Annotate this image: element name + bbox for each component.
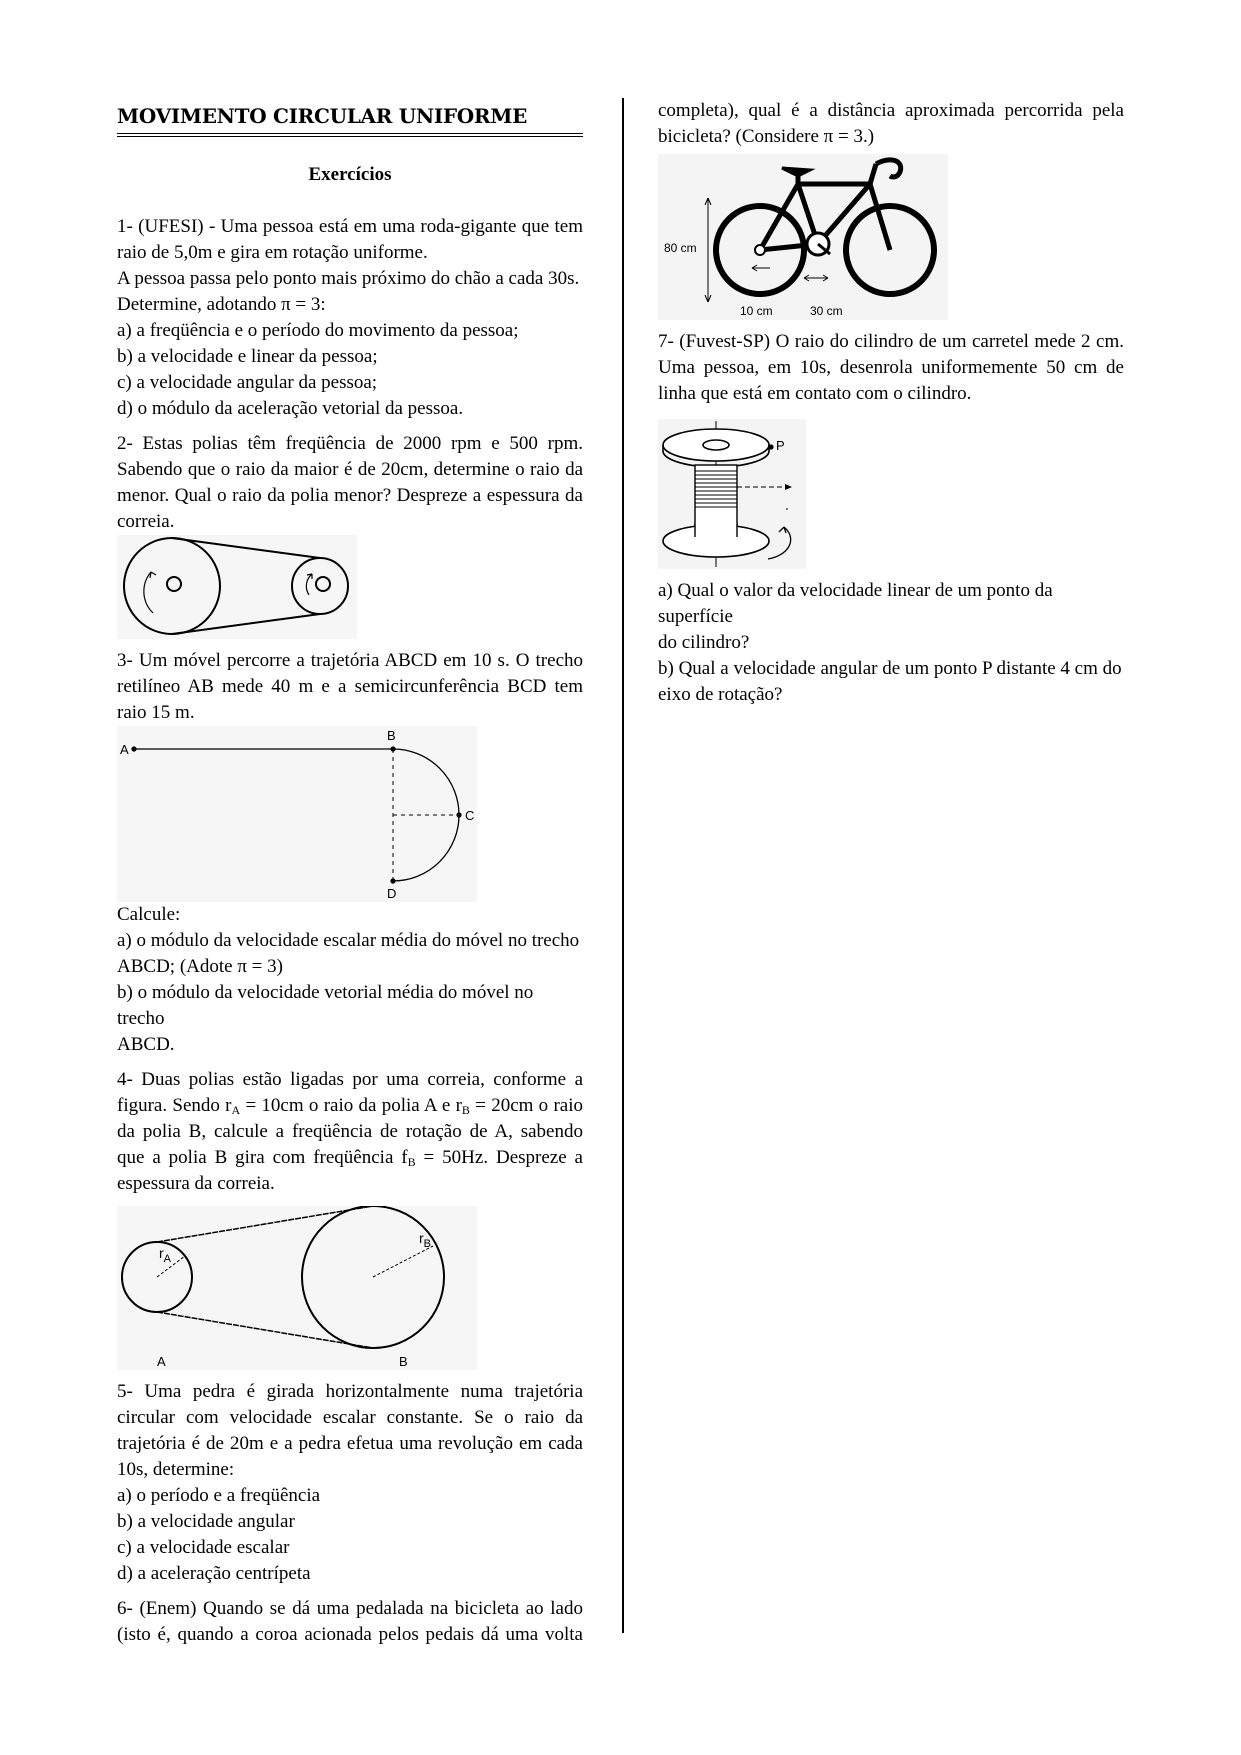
question-4 xyxy=(117,1067,583,1370)
right-column xyxy=(658,98,1124,708)
q1-item-a: a) a freqüência e o período do movimento da pessoa; xyxy=(117,320,519,341)
q1-line-4: Determine, adotando π = 3: xyxy=(117,294,326,315)
q4-text xyxy=(117,1067,583,1197)
q3-calc: Calcule: xyxy=(117,904,181,925)
question-1 xyxy=(117,214,583,422)
q4-text-part-3: = 20cm o raio da polia B, calcule a freqüência de rotação de A, sabendo que a polia B gira com freqüência f xyxy=(117,1095,583,1168)
q1-line-1: 1- (UFESI) - Uma pessoa está em uma roda-gigante que tem xyxy=(117,216,583,237)
q7-item-b-line-1: b) Qual a velocidade angular de um ponto P distante 4 cm do xyxy=(658,658,1122,679)
spool-hole xyxy=(703,440,729,450)
label-b: B xyxy=(387,728,396,743)
question-6 xyxy=(117,1596,583,1648)
label-p: P xyxy=(776,438,785,453)
column-divider xyxy=(622,98,624,1633)
q4-text-part-2: = 10cm o raio da polia A e r xyxy=(240,1095,462,1116)
trajectory-abcd-figure xyxy=(117,726,477,902)
q3-item-b-line-2: ABCD. xyxy=(117,1034,175,1055)
q1-line-3: A pessoa passa pelo ponto mais próximo do chão a cada 30s. xyxy=(117,268,580,289)
label-ra-sub: A xyxy=(163,1253,172,1265)
q6-text: 6- (Enem) Quando se dá uma pedalada na bicicleta ao lado (isto é, quando a coroa acionada pelos pedais dá uma volta xyxy=(117,1598,583,1645)
q4-text-part-1: 4- Duas polias estão ligadas por uma correia, conforme a figura. Sendo r xyxy=(117,1069,583,1116)
rear-sprocket xyxy=(755,245,765,255)
label-10cm: 10 cm xyxy=(740,304,773,318)
label-pulley-b: B xyxy=(399,1354,408,1369)
q6-text-continued: completa), qual é a distância aproximada percorrida pela bicicleta? (Considere π = 3.) xyxy=(658,100,1124,147)
q1-item-d: d) o módulo da aceleração vetorial da pessoa. xyxy=(117,398,464,419)
q3-item-b-line-1: b) o módulo da velocidade vetorial média do móvel no trecho xyxy=(117,982,534,1029)
q3-item-a-line-2: ABCD; (Adote π = 3) xyxy=(117,956,283,977)
label-30cm: 30 cm xyxy=(810,304,843,318)
q5-item-a: a) o período e a freqüência xyxy=(117,1485,321,1506)
bicycle-figure xyxy=(658,154,948,320)
question-3 xyxy=(117,648,583,1058)
q1-item-b: b) a velocidade e linear da pessoa; xyxy=(117,346,378,367)
q4-text-part-4: = 50Hz. Despreze a espessura da correia. xyxy=(117,1147,583,1194)
label-rb-r: r xyxy=(419,1230,424,1246)
section-subtitle: Exercícios xyxy=(308,164,392,185)
q3-item-a-line-1: a) o módulo da velocidade escalar média do móvel no trecho xyxy=(117,930,580,951)
label-pulley-a: A xyxy=(157,1354,166,1369)
label-ra-r: r xyxy=(159,1245,164,1261)
q2-text: 2- Estas polias têm freqüência de 2000 rpm e 500 rpm. Sabendo que o raio da maior é de 20cm, determine o raio da menor. Qual o raio da polia menor? Despreze a espessura da correia. xyxy=(117,433,583,532)
spool-figure xyxy=(658,419,806,569)
q7-text: 7- (Fuvest-SP) O raio do cilindro de um carretel mede 2 cm. Uma pessoa, em 10s, desenrola uniformemente 50 cm de linha que está em contato com o cilindro. xyxy=(658,331,1124,404)
pulleys-a-b-figure xyxy=(117,1206,477,1370)
q4-sub-ra: A xyxy=(231,1103,241,1117)
label-80cm: 80 cm xyxy=(664,241,697,255)
left-column xyxy=(117,98,583,1648)
q1-line-2: raio de 5,0m e gira em rotação uniforme. xyxy=(117,242,428,263)
label-d: D xyxy=(387,886,397,901)
label-rb-sub: B xyxy=(423,1238,432,1250)
title-underline xyxy=(117,133,583,137)
q3-text: 3- Um móvel percorre a trajetória ABCD em 10 s. O trecho retilíneo AB mede 40 m e a semicircunferência BCD tem raio 15 m. xyxy=(117,650,583,723)
q4-sub-fb: B xyxy=(407,1155,416,1169)
q4-sub-rb: B xyxy=(461,1103,470,1117)
label-a: A xyxy=(120,742,129,757)
label-c: C xyxy=(465,808,475,823)
point-p xyxy=(768,444,773,449)
question-5 xyxy=(117,1379,583,1587)
q5-item-d: d) a aceleração centrípeta xyxy=(117,1563,311,1584)
q5-text: 5- Uma pedra é girada horizontalmente numa trajetória circular com velocidade escalar constante. Se o raio da trajetória é de 20m e a pedra efetua uma revolução em cada 10s, determine: xyxy=(117,1381,583,1480)
q1-item-c: c) a velocidade angular da pessoa; xyxy=(117,372,378,393)
q7-item-a-line-1: a) Qual o valor da velocidade linear de um ponto da superfície xyxy=(658,580,1053,627)
page-title: MOVIMENTO CIRCULAR UNIFORME xyxy=(117,104,528,128)
q5-item-c: c) a velocidade escalar xyxy=(117,1537,290,1558)
q5-item-b: b) a velocidade angular xyxy=(117,1511,295,1532)
q7-item-a-line-2: do cilindro? xyxy=(658,632,750,653)
question-7 xyxy=(658,329,1124,708)
question-2 xyxy=(117,431,583,639)
pulleys-belt-figure xyxy=(117,535,357,639)
q7-item-b-line-2: eixo de rotação? xyxy=(658,684,783,705)
